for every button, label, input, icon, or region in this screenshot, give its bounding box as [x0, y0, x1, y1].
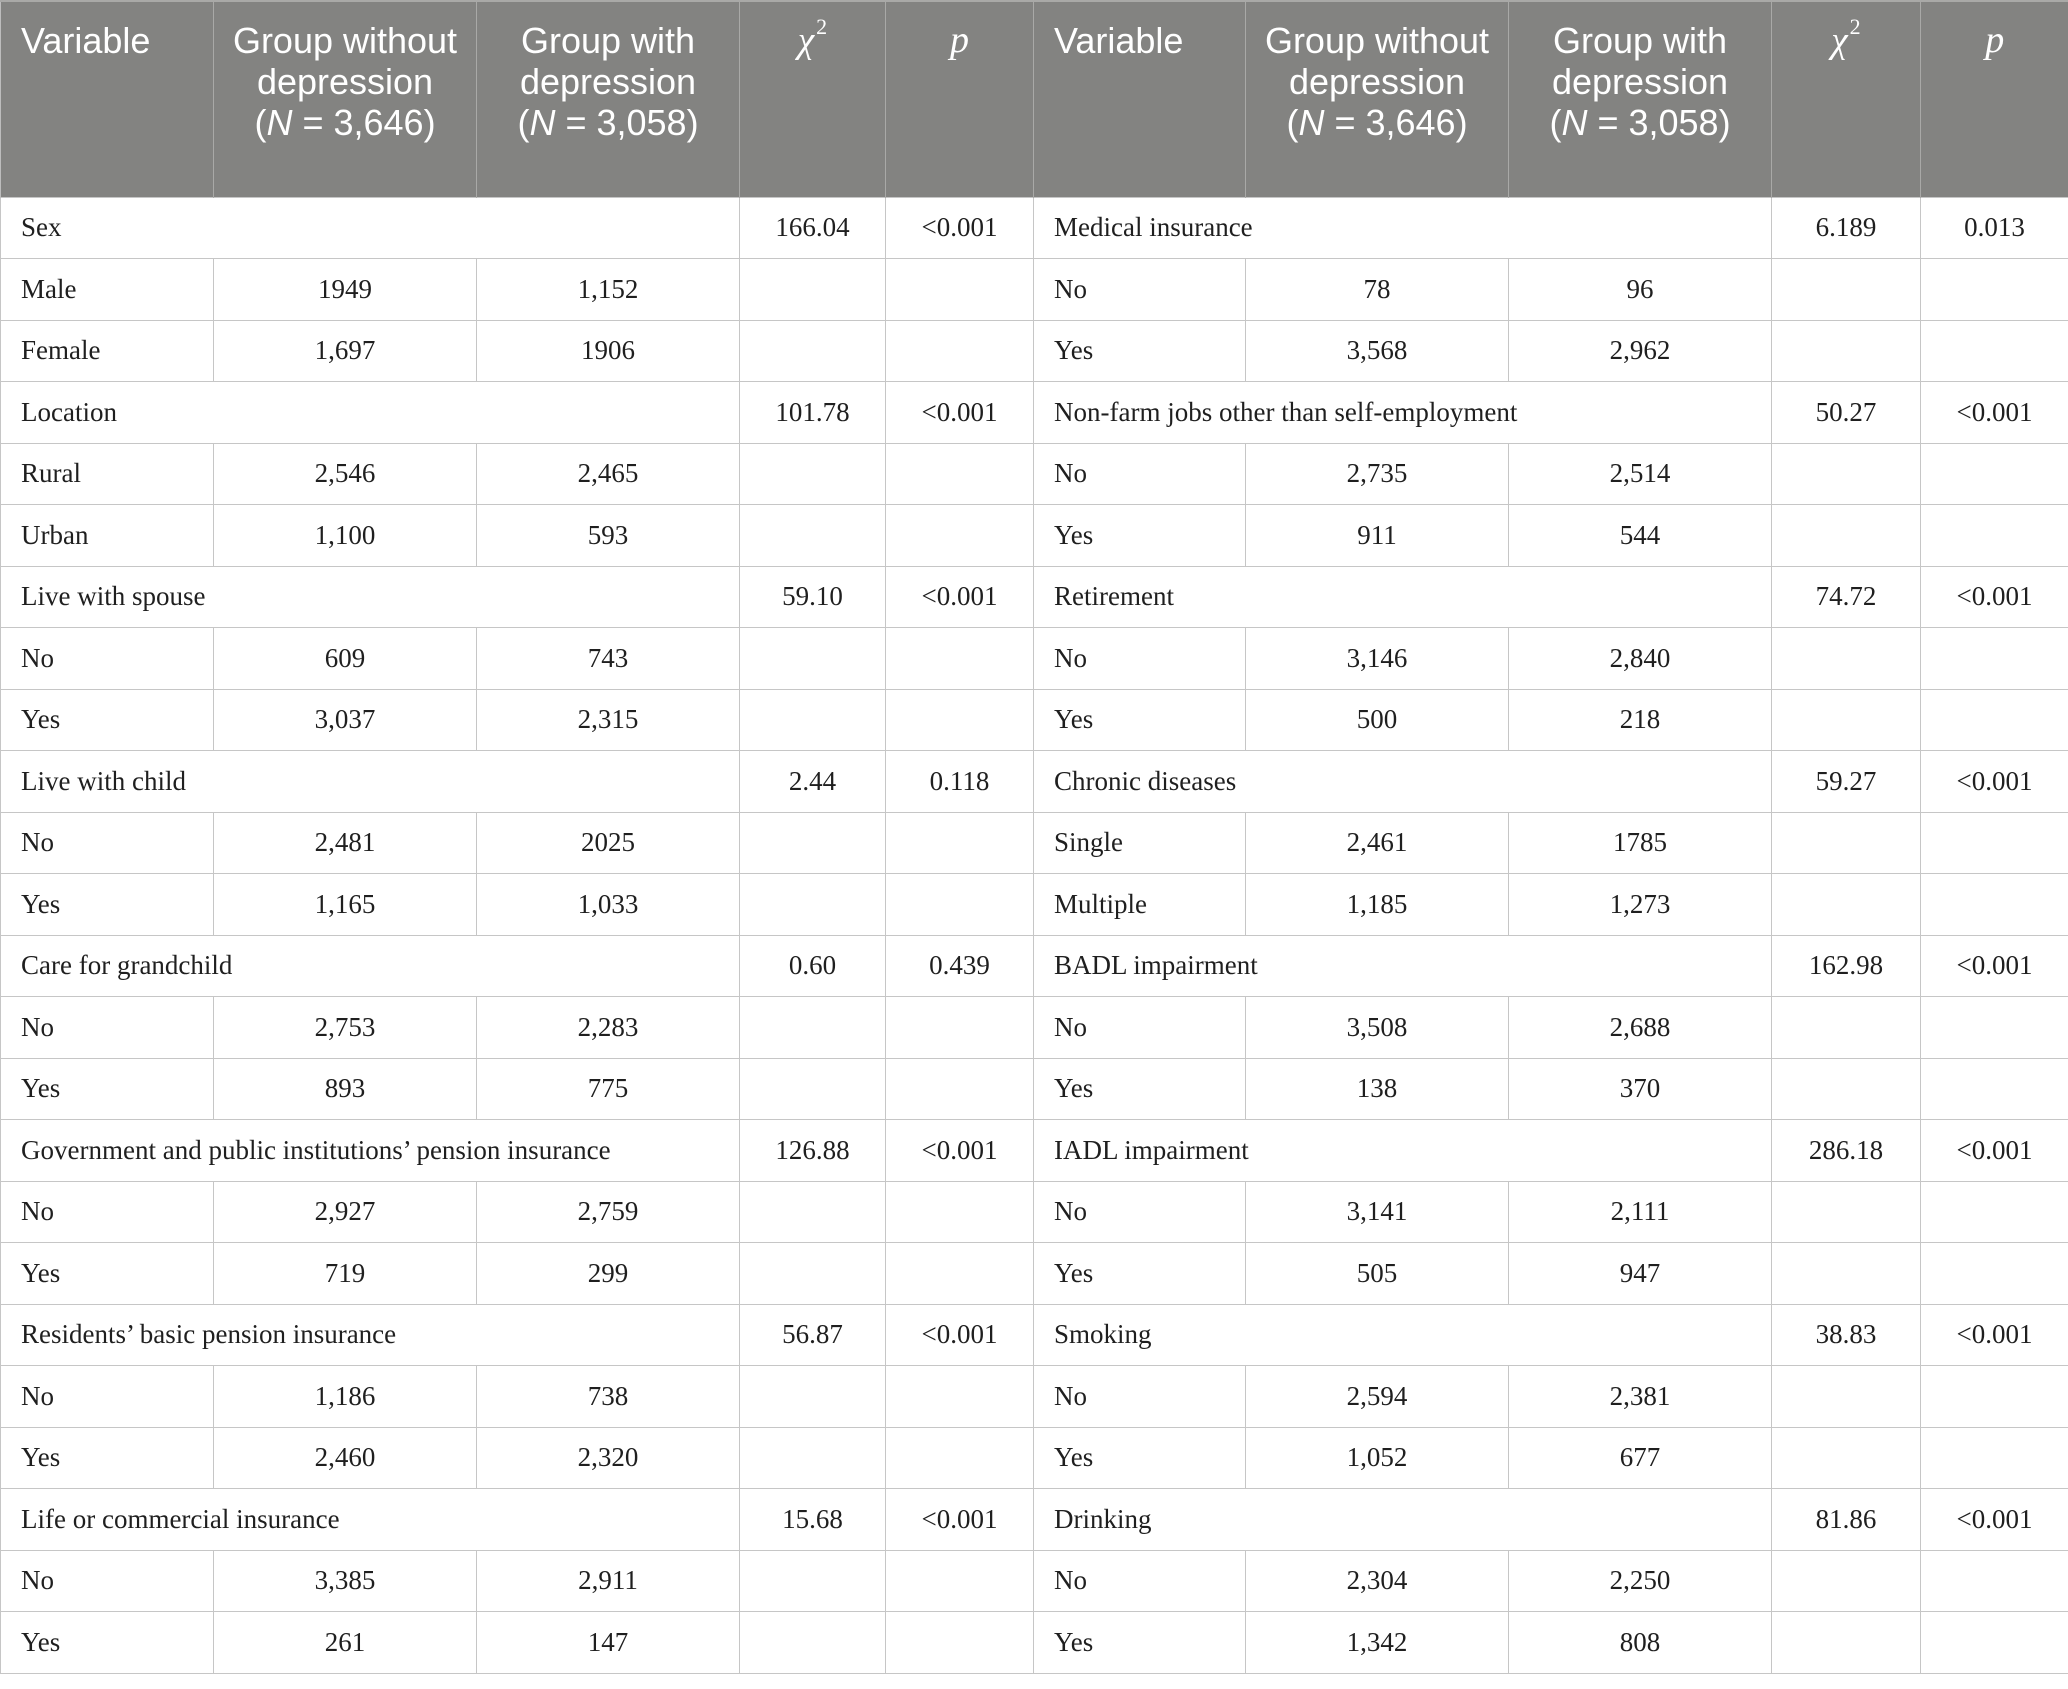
table-row	[1, 259, 2068, 321]
without-depression-count-cell: 1,186	[214, 1366, 477, 1428]
with-depression-count-cell: 1906	[477, 320, 740, 382]
without-depression-count-cell: 1,185	[1246, 874, 1509, 936]
without-depression-count-cell: 609	[214, 628, 477, 690]
with-depression-count-cell: 1,152	[477, 259, 740, 321]
empty-p-cell	[886, 1427, 1034, 1489]
empty-chi-cell	[740, 320, 886, 382]
empty-chi-cell	[740, 1243, 886, 1305]
variable-header-cell: Non-farm jobs other than self-employment	[1034, 382, 1772, 444]
without-depression-count-cell: 2,594	[1246, 1366, 1509, 1428]
category-label-cell: No	[1, 1366, 214, 1428]
with-depression-count-cell: 2,283	[477, 997, 740, 1059]
empty-p-cell	[1921, 1366, 2068, 1428]
with-depression-count-cell: 2025	[477, 812, 740, 874]
empty-p-cell	[1921, 689, 2068, 751]
with-depression-count-cell: 677	[1509, 1427, 1772, 1489]
with-depression-count-cell: 2,381	[1509, 1366, 1772, 1428]
table-row	[1, 505, 2068, 567]
with-depression-count-cell: 544	[1509, 505, 1772, 567]
without-depression-count-cell: 505	[1246, 1243, 1509, 1305]
without-depression-count-cell: 261	[214, 1612, 477, 1674]
p-value-cell: <0.001	[886, 197, 1034, 259]
chi-square-cell: 81.86	[1772, 1489, 1921, 1551]
with-depression-count-cell: 2,759	[477, 1181, 740, 1243]
header-variable-left: Variable	[1, 1, 214, 197]
header-group-without-label: Group without depression	[1264, 20, 1490, 102]
category-label-cell: Yes	[1, 1058, 214, 1120]
header-group-without-right: Group without depression (N = 3,646)	[1246, 1, 1509, 197]
p-value-cell: <0.001	[1921, 1304, 2068, 1366]
table-row	[1, 1120, 2068, 1182]
empty-chi-cell	[1772, 689, 1921, 751]
table-row	[1, 997, 2068, 1059]
header-n-without: 3,646	[333, 102, 424, 143]
header-p-left: p	[886, 1, 1034, 197]
variable-header-cell: Residents’ basic pension insurance	[1, 1304, 740, 1366]
empty-chi-cell	[1772, 443, 1921, 505]
header-group-without-label: Group without depression	[232, 20, 458, 102]
with-depression-count-cell: 1,033	[477, 874, 740, 936]
variable-header-cell: Retirement	[1034, 566, 1772, 628]
empty-chi-cell	[1772, 1612, 1921, 1674]
category-label-cell: No	[1034, 1550, 1246, 1612]
with-depression-count-cell: 299	[477, 1243, 740, 1305]
without-depression-count-cell: 893	[214, 1058, 477, 1120]
category-label-cell: Yes	[1034, 1427, 1246, 1489]
p-value-cell: 0.118	[886, 751, 1034, 813]
p-value-cell: <0.001	[1921, 1120, 2068, 1182]
category-label-cell: Yes	[1, 874, 214, 936]
empty-p-cell	[1921, 1612, 2068, 1674]
header-group-with-label: Group with depression	[1551, 20, 1729, 102]
empty-p-cell	[886, 443, 1034, 505]
category-label-cell: No	[1034, 1181, 1246, 1243]
category-label-cell: No	[1, 628, 214, 690]
header-group-with-left: Group with depression (N = 3,058)	[477, 1, 740, 197]
category-label-cell: Multiple	[1034, 874, 1246, 936]
without-depression-count-cell: 2,927	[214, 1181, 477, 1243]
empty-p-cell	[886, 320, 1034, 382]
empty-p-cell	[886, 1058, 1034, 1120]
chi-square-cell: 38.83	[1772, 1304, 1921, 1366]
category-label-cell: No	[1034, 1366, 1246, 1428]
empty-p-cell	[886, 1612, 1034, 1674]
empty-chi-cell	[1772, 997, 1921, 1059]
without-depression-count-cell: 2,546	[214, 443, 477, 505]
table-row	[1, 628, 2068, 690]
chi-square-cell: 15.68	[740, 1489, 886, 1551]
table-row	[1, 1427, 2068, 1489]
with-depression-count-cell: 738	[477, 1366, 740, 1428]
empty-chi-cell	[740, 443, 886, 505]
variable-header-cell: Medical insurance	[1034, 197, 1772, 259]
table-row	[1, 1550, 2068, 1612]
header-chi-sup: 2	[1849, 14, 1861, 39]
table-row	[1, 1243, 2068, 1305]
empty-p-cell	[1921, 1427, 2068, 1489]
chi-square-cell: 56.87	[740, 1304, 886, 1366]
empty-chi-cell	[740, 505, 886, 567]
empty-chi-cell	[740, 1058, 886, 1120]
table-row	[1, 751, 2068, 813]
without-depression-count-cell: 911	[1246, 505, 1509, 567]
category-label-cell: Male	[1, 259, 214, 321]
without-depression-count-cell: 78	[1246, 259, 1509, 321]
p-value-cell: <0.001	[1921, 751, 2068, 813]
header-group-without-left: Group without depression (N = 3,646)	[214, 1, 477, 197]
category-label-cell: No	[1, 1550, 214, 1612]
variable-header-cell: Government and public institutions’ pension insurance	[1, 1120, 740, 1182]
with-depression-count-cell: 147	[477, 1612, 740, 1674]
empty-chi-cell	[740, 812, 886, 874]
chi-square-cell: 166.04	[740, 197, 886, 259]
with-depression-count-cell: 2,320	[477, 1427, 740, 1489]
p-value-cell: <0.001	[886, 382, 1034, 444]
without-depression-count-cell: 1,697	[214, 320, 477, 382]
empty-p-cell	[1921, 997, 2068, 1059]
category-label-cell: Yes	[1034, 1058, 1246, 1120]
empty-p-cell	[1921, 812, 2068, 874]
empty-chi-cell	[1772, 1243, 1921, 1305]
chi-square-cell: 6.189	[1772, 197, 1921, 259]
category-label-cell: No	[1034, 997, 1246, 1059]
with-depression-count-cell: 1,273	[1509, 874, 1772, 936]
empty-p-cell	[886, 812, 1034, 874]
variable-header-cell: Smoking	[1034, 1304, 1772, 1366]
with-depression-count-cell: 775	[477, 1058, 740, 1120]
empty-chi-cell	[1772, 1181, 1921, 1243]
empty-p-cell	[886, 689, 1034, 751]
empty-chi-cell	[740, 1366, 886, 1428]
with-depression-count-cell: 2,962	[1509, 320, 1772, 382]
header-group-with-right: Group with depression (N = 3,058)	[1509, 1, 1772, 197]
header-chi-right	[1772, 1, 1921, 197]
empty-chi-cell	[740, 259, 886, 321]
chi-square-cell: 101.78	[740, 382, 886, 444]
p-value-cell: <0.001	[1921, 1489, 2068, 1551]
with-depression-count-cell: 2,514	[1509, 443, 1772, 505]
without-depression-count-cell: 2,481	[214, 812, 477, 874]
category-label-cell: No	[1, 1181, 214, 1243]
empty-p-cell	[1921, 259, 2068, 321]
category-label-cell: Female	[1, 320, 214, 382]
header-group-with-label: Group with depression	[519, 20, 697, 102]
table-row	[1, 689, 2068, 751]
with-depression-count-cell: 947	[1509, 1243, 1772, 1305]
table-row	[1, 382, 2068, 444]
chi-square-cell: 286.18	[1772, 1120, 1921, 1182]
empty-p-cell	[1921, 505, 2068, 567]
with-depression-count-cell: 2,465	[477, 443, 740, 505]
table-row	[1, 1304, 2068, 1366]
without-depression-count-cell: 2,461	[1246, 812, 1509, 874]
header-variable-right: Variable	[1034, 1, 1246, 197]
category-label-cell: Yes	[1034, 689, 1246, 751]
without-depression-count-cell: 719	[214, 1243, 477, 1305]
empty-p-cell	[886, 1181, 1034, 1243]
variable-header-cell: Sex	[1, 197, 740, 259]
p-value-cell: <0.001	[886, 1304, 1034, 1366]
empty-chi-cell	[740, 628, 886, 690]
chi-square-cell: 0.60	[740, 935, 886, 997]
table-row	[1, 812, 2068, 874]
empty-p-cell	[886, 1550, 1034, 1612]
empty-chi-cell	[740, 1181, 886, 1243]
variable-header-cell: BADL impairment	[1034, 935, 1772, 997]
category-label-cell: No	[1, 997, 214, 1059]
without-depression-count-cell: 1949	[214, 259, 477, 321]
category-label-cell: Rural	[1, 443, 214, 505]
table-row	[1, 1181, 2068, 1243]
chi-square-cell: 50.27	[1772, 382, 1921, 444]
with-depression-count-cell: 593	[477, 505, 740, 567]
without-depression-count-cell: 3,508	[1246, 997, 1509, 1059]
category-label-cell: Single	[1034, 812, 1246, 874]
category-label-cell: Urban	[1, 505, 214, 567]
category-label-cell: Yes	[1, 1612, 214, 1674]
category-label-cell: Yes	[1034, 1612, 1246, 1674]
without-depression-count-cell: 3,141	[1246, 1181, 1509, 1243]
category-label-cell: Yes	[1, 689, 214, 751]
variable-header-cell: Location	[1, 382, 740, 444]
table-row	[1, 1612, 2068, 1674]
without-depression-count-cell: 3,385	[214, 1550, 477, 1612]
variable-header-cell: Life or commercial insurance	[1, 1489, 740, 1551]
table-row	[1, 1058, 2068, 1120]
header-n-without: 3,646	[1365, 102, 1456, 143]
chi-square-cell: 126.88	[740, 1120, 886, 1182]
header-chi-symbol: χ	[797, 20, 815, 61]
without-depression-count-cell: 3,146	[1246, 628, 1509, 690]
empty-chi-cell	[740, 1550, 886, 1612]
with-depression-count-cell: 808	[1509, 1612, 1772, 1674]
with-depression-count-cell: 218	[1509, 689, 1772, 751]
header-chi-left	[740, 1, 886, 197]
without-depression-count-cell: 2,735	[1246, 443, 1509, 505]
variable-header-cell: Chronic diseases	[1034, 751, 1772, 813]
table-row	[1, 874, 2068, 936]
empty-p-cell	[1921, 1550, 2068, 1612]
without-depression-count-cell: 1,165	[214, 874, 477, 936]
with-depression-count-cell: 2,688	[1509, 997, 1772, 1059]
empty-p-cell	[886, 997, 1034, 1059]
table-row	[1, 935, 2068, 997]
header-p-right: p	[1921, 1, 2068, 197]
variable-header-cell: Live with spouse	[1, 566, 740, 628]
variable-header-cell: Drinking	[1034, 1489, 1772, 1551]
without-depression-count-cell: 3,037	[214, 689, 477, 751]
empty-p-cell	[1921, 628, 2068, 690]
table-body	[1, 197, 2068, 1673]
empty-p-cell	[886, 1243, 1034, 1305]
p-value-cell: <0.001	[1921, 566, 2068, 628]
empty-p-cell	[886, 874, 1034, 936]
table-row	[1, 566, 2068, 628]
variable-header-cell: Live with child	[1, 751, 740, 813]
empty-chi-cell	[1772, 320, 1921, 382]
empty-p-cell	[1921, 1243, 2068, 1305]
with-depression-count-cell: 2,315	[477, 689, 740, 751]
variable-header-cell: Care for grandchild	[1, 935, 740, 997]
chi-square-cell: 59.27	[1772, 751, 1921, 813]
chi-square-cell: 74.72	[1772, 566, 1921, 628]
empty-chi-cell	[1772, 812, 1921, 874]
empty-chi-cell	[1772, 1366, 1921, 1428]
empty-chi-cell	[1772, 874, 1921, 936]
chi-square-cell: 2.44	[740, 751, 886, 813]
table-row	[1, 1366, 2068, 1428]
empty-chi-cell	[1772, 1058, 1921, 1120]
without-depression-count-cell: 1,342	[1246, 1612, 1509, 1674]
empty-p-cell	[1921, 1058, 2068, 1120]
empty-chi-cell	[1772, 1550, 1921, 1612]
category-label-cell: Yes	[1034, 1243, 1246, 1305]
category-label-cell: Yes	[1, 1243, 214, 1305]
empty-p-cell	[1921, 443, 2068, 505]
empty-chi-cell	[740, 689, 886, 751]
with-depression-count-cell: 96	[1509, 259, 1772, 321]
table-row	[1, 320, 2068, 382]
header-chi-symbol: χ	[1831, 20, 1848, 61]
category-label-cell: No	[1034, 259, 1246, 321]
empty-p-cell	[1921, 320, 2068, 382]
without-depression-count-cell: 2,753	[214, 997, 477, 1059]
without-depression-count-cell: 3,568	[1246, 320, 1509, 382]
with-depression-count-cell: 2,111	[1509, 1181, 1772, 1243]
chi-square-cell: 162.98	[1772, 935, 1921, 997]
header-row	[1, 1, 2068, 197]
with-depression-count-cell: 743	[477, 628, 740, 690]
variable-header-cell: IADL impairment	[1034, 1120, 1772, 1182]
header-n-with: 3,058	[1628, 102, 1719, 143]
p-value-cell: 0.439	[886, 935, 1034, 997]
p-value-cell: <0.001	[1921, 935, 2068, 997]
category-label-cell: Yes	[1034, 320, 1246, 382]
empty-p-cell	[1921, 874, 2068, 936]
empty-chi-cell	[740, 1612, 886, 1674]
p-value-cell: <0.001	[886, 1120, 1034, 1182]
empty-p-cell	[886, 259, 1034, 321]
chi-square-cell: 59.10	[740, 566, 886, 628]
p-value-cell: <0.001	[1921, 382, 2068, 444]
without-depression-count-cell: 2,304	[1246, 1550, 1509, 1612]
without-depression-count-cell: 500	[1246, 689, 1509, 751]
empty-p-cell	[886, 1366, 1034, 1428]
p-value-cell: <0.001	[886, 566, 1034, 628]
with-depression-count-cell: 2,911	[477, 1550, 740, 1612]
empty-p-cell	[886, 505, 1034, 567]
without-depression-count-cell: 2,460	[214, 1427, 477, 1489]
empty-p-cell	[886, 628, 1034, 690]
without-depression-count-cell: 1,052	[1246, 1427, 1509, 1489]
category-label-cell: Yes	[1, 1427, 214, 1489]
table-row	[1, 443, 2068, 505]
empty-p-cell	[1921, 1181, 2068, 1243]
category-label-cell: No	[1034, 628, 1246, 690]
header-chi-sup: 2	[816, 14, 828, 39]
with-depression-count-cell: 370	[1509, 1058, 1772, 1120]
category-label-cell: No	[1, 812, 214, 874]
with-depression-count-cell: 1785	[1509, 812, 1772, 874]
without-depression-count-cell: 1,100	[214, 505, 477, 567]
without-depression-count-cell: 138	[1246, 1058, 1509, 1120]
table-row	[1, 1489, 2068, 1551]
table-row	[1, 197, 2068, 259]
empty-chi-cell	[740, 874, 886, 936]
empty-chi-cell	[1772, 1427, 1921, 1489]
category-label-cell: Yes	[1034, 505, 1246, 567]
p-value-cell: <0.001	[886, 1489, 1034, 1551]
empty-chi-cell	[1772, 628, 1921, 690]
empty-chi-cell	[1772, 505, 1921, 567]
empty-chi-cell	[740, 997, 886, 1059]
with-depression-count-cell: 2,840	[1509, 628, 1772, 690]
empty-chi-cell	[740, 1427, 886, 1489]
category-label-cell: No	[1034, 443, 1246, 505]
p-value-cell: 0.013	[1921, 197, 2068, 259]
with-depression-count-cell: 2,250	[1509, 1550, 1772, 1612]
header-n-with: 3,058	[596, 102, 687, 143]
empty-chi-cell	[1772, 259, 1921, 321]
